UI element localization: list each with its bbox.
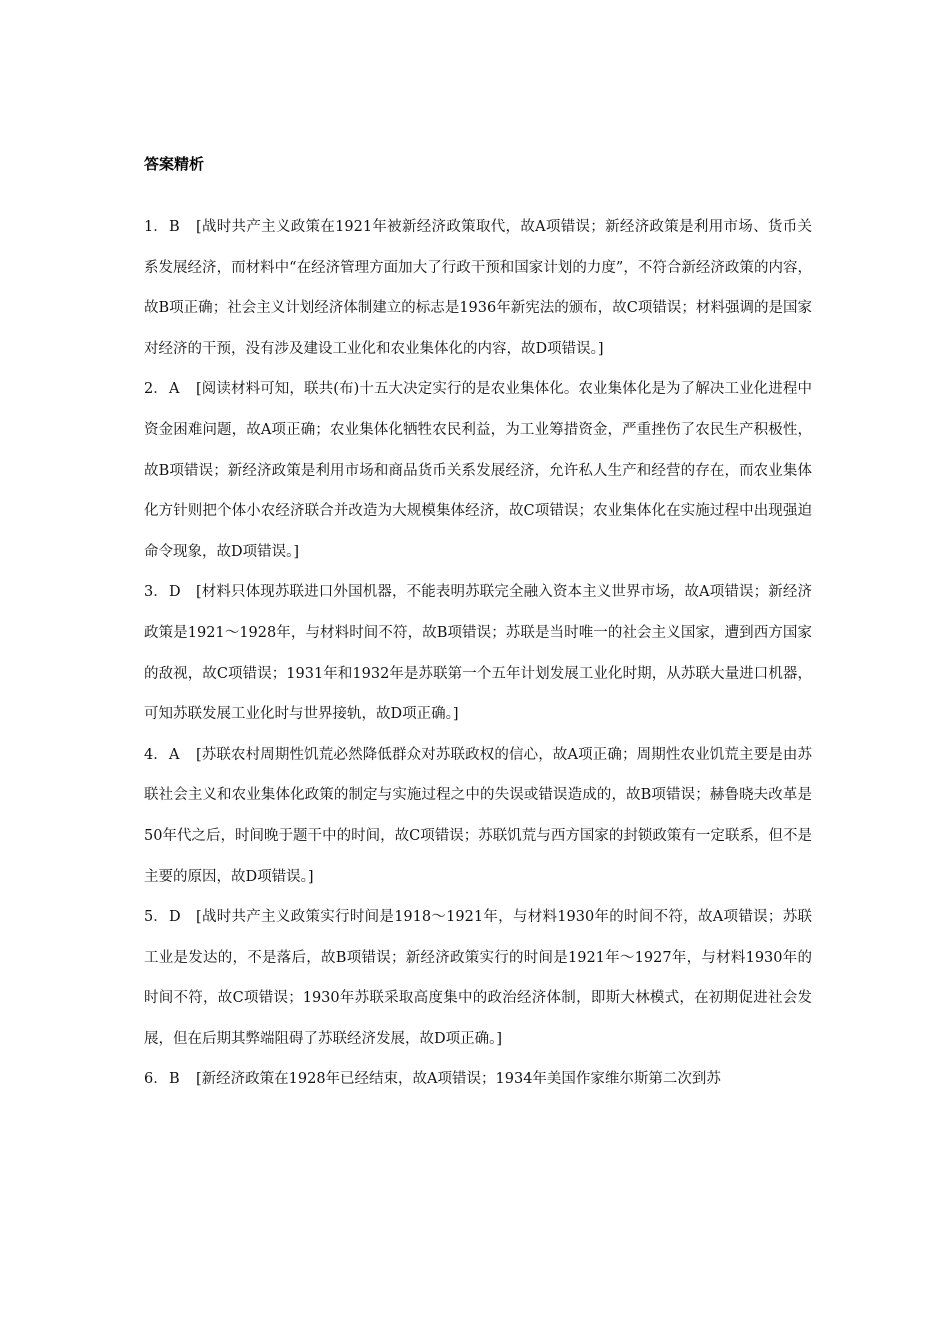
answer-analysis-heading: 答案精析 — [144, 155, 205, 173]
answer-item-2 — [144, 369, 812, 572]
answer-number: 4． — [144, 746, 168, 763]
answer-explanation: [阅读材料可知，联共(布)十五大决定实行的是农业集体化。农业集体化是为了解决工业化进程中资金困难问题，故A项正确；农业集体化牺牲农民利益，为工业筹措资金，严重挫伤了农民生产积极性，故B项错误；新经济政策是利用市场和商品货币关系发展经济，允许私人生产和经营的存在，而农业集体化方针则把个体小农经济联合并改造为大规模集体经济，故C项错误；农业集体化在实施过程中出现强迫命令现象，故D项错误。] — [144, 381, 812, 560]
answer-item-6 — [144, 1059, 812, 1100]
answer-explanation: [苏联农村周期性饥荒必然降低群众对苏联政权的信心，故A项正确；周期性农业饥荒主要是由苏联社会主义和农业集体化政策的制定与实施过程之中的失误或错误造成的，故B项错误；赫鲁晓夫改革是50年代之后，时间晚于题干中的时间，故C项错误；苏联饥荒与西方国家的封锁政策有一定联系，但不是主要的原因，故D项错误。] — [144, 746, 812, 885]
answer-number: 2． — [144, 381, 168, 398]
answer-explanation: [材料只体现苏联进口外国机器，不能表明苏联完全融入资本主义世界市场，故A项错误；新经济政策是1921～1928年，与材料时间不符，故B项错误；苏联是当时唯一的社会主义国家，遭到西方国家的敌视，故C项错误；1931年和1932年是苏联第一个五年计划发展工业化时期，从苏联大量进口机器，可知苏联发展工业化时与世界接轨，故D项正确。] — [144, 584, 812, 723]
answer-key: B — [169, 219, 180, 235]
answer-explanation: [新经济政策在1928年已经结束，故A项错误；1934年美国作家维尔斯第二次到苏 — [196, 1071, 721, 1088]
answer-number: 5． — [144, 909, 168, 926]
answer-item-4 — [144, 735, 812, 897]
answer-key: A — [169, 746, 180, 763]
answer-list — [144, 207, 812, 1100]
answer-key: A — [169, 381, 180, 398]
answer-item-1 — [144, 207, 812, 369]
answer-key: D — [169, 584, 181, 601]
answer-key: D — [169, 909, 181, 926]
answer-explanation: [战时共产主义政策实行时间是1918～1921年，与材料1930年的时间不符，故A项错误；苏联工业是发达的，不是落后，故B项错误；新经济政策实行的时间是1921年～1927年，与材料1930年的时间不符，故C项错误；1930年苏联采取高度集中的政治经济体制，即斯大林模式，在初期促进社会发展，但在后期其弊端阻碍了苏联经济发展，故D项正确。] — [144, 909, 812, 1047]
answer-number: 6． — [144, 1071, 168, 1088]
answer-key: B — [169, 1071, 180, 1088]
answer-number: 3． — [144, 584, 168, 601]
answer-item-3 — [144, 572, 812, 734]
answer-item-5 — [144, 897, 812, 1059]
answer-explanation: [战时共产主义政策在1921年被新经济政策取代，故A项错误；新经济政策是利用市场、货币关系发展经济，而材料中“在经济管理方面加大了行政干预和国家计划的力度”，不符合新经济政策的内容，故B项正确；社会主义计划经济体制建立的标志是1936年新宪法的颁布，故C项错误；材料强调的是国家对经济的干预，没有涉及建设工业化和农业集体化的内容，故D项错误。] — [144, 219, 812, 357]
answer-number: 1． — [144, 219, 168, 235]
